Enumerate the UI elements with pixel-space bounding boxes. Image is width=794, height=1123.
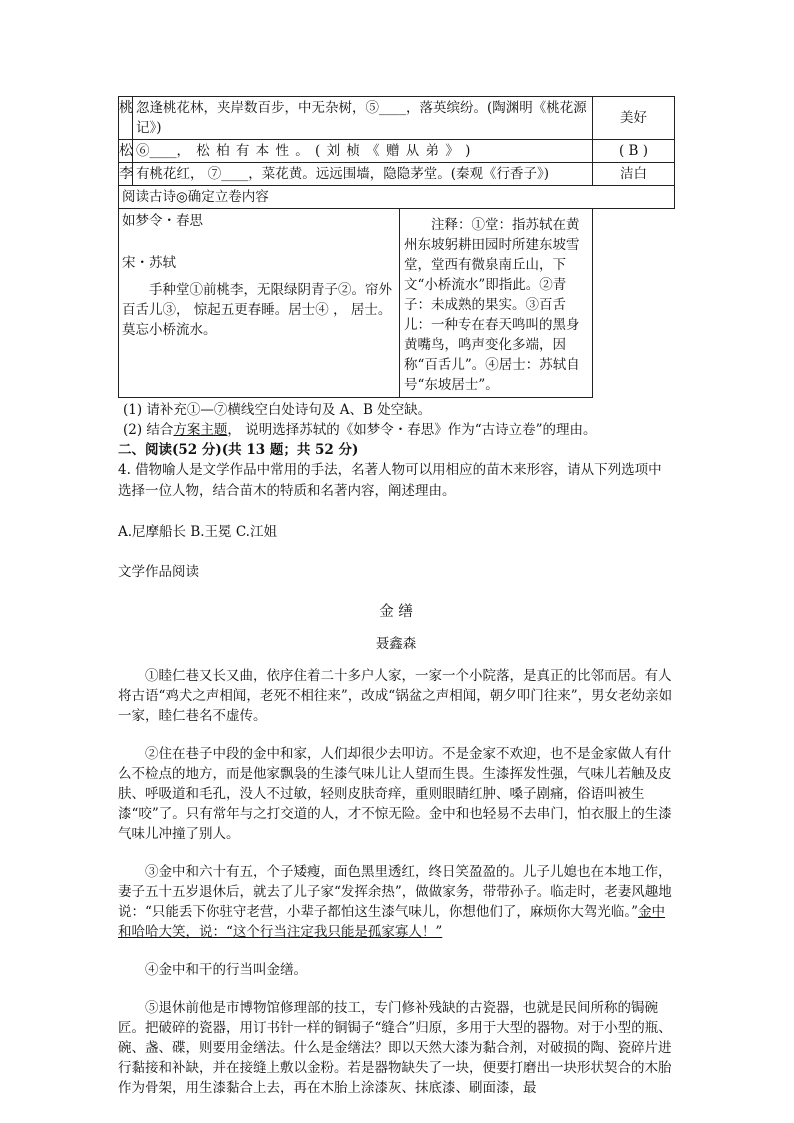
- row-label: 李: [119, 163, 133, 186]
- article-author: 聂鑫森: [375, 636, 417, 652]
- options: A.尼摩船长 B.王冕 C.江姐: [118, 524, 277, 540]
- question-4: 4. 借物喻人是文学作品中常用的手法，名著人物可以用相应的苗木来形容，请从下列选项中选择一位人物，结合苗木的特质和名著内容，阐述理由。: [118, 462, 662, 499]
- table-row: [119, 209, 675, 398]
- paragraph-4: ④金中和干的行当叫金缮。: [145, 962, 307, 978]
- article-title: 金 缮: [379, 604, 413, 620]
- lit-heading: 文学作品阅读: [118, 564, 199, 580]
- poem-notes: 注释：①堂：指苏轼在黄州东坡躬耕田园时所建东坡雪堂，堂西有微泉南丘山，下文“小桥流水”即指此。②青子：未成熟的果实。③百舌儿：一种专在春天鸣叫的黑身黄嘴鸟，鸣声变化多端，因称“百舌儿”。④居士：苏轼自号“东坡居士”。: [404, 217, 580, 393]
- paragraph-3: ③金中和六十有五，个子矮瘦，面色黑里透红，终日笑盈盈的。儿子儿媳也在本地工作，妻子五十五岁退休后，就去了儿子家“发挥余热”，做做家务，带带孙子。临走时，老妻风趣地说：“只能丢下你驻守老营，小辈子都怕这生漆气味儿，你想他们了，麻烦你大驾光临。”金中和哈哈大笑，说：“这个行当注定我只能是孤家寡人！”: [118, 864, 672, 940]
- paragraph-2: ②住在巷子中段的金中和家，人们却很少去叩访。不是金家不欢迎，也不是金家做人有什么不检点的地方，而是他家飘袅的生漆气味儿让人望而生畏。生漆挥发性强，气味儿若触及皮肤、呼吸道和毛孔，没人不过敏，轻则皮肤奇痒，重则眼睛红肿、嗓子剧痛，俗语叫被生漆“咬”了。只有常年与之打交道的人，才不惊无险。金中和也轻易不去串门，怕衣服上的生漆气味儿冲撞了别人。: [118, 746, 672, 842]
- row-text: 有桃花红， ⑦____，菜花黄。远远围墙，隐隐茅堂。(秦观《行香子》): [133, 163, 593, 186]
- section-title: 阅读古诗◎确定立卷内容: [119, 186, 675, 209]
- poem-author: 宋・苏轼: [122, 255, 176, 271]
- underlined-topic: 方案主题: [173, 422, 228, 438]
- row-answer: 洁白: [593, 163, 675, 186]
- row-text: 忽逢桃花林，夹岸数百步，中无杂树，⑤____，落英缤纷。(陶渊明《桃花源记》): [133, 97, 593, 140]
- question-2: (2) 结合方案主题， 说明选择苏轼的《如梦令・春思》作为“古诗立卷”的理由。: [123, 422, 597, 438]
- poem-cell: [119, 209, 593, 398]
- row-answer: ( B ): [593, 140, 675, 163]
- section-2-heading: 二、阅读(52 分)(共 13 题；共 52 分): [118, 442, 359, 458]
- row-label: 桃: [119, 97, 133, 140]
- poem-title: 如梦令・春思: [122, 213, 203, 229]
- poem-text: 手种堂①前桃李，无限绿阴青子②。帘外百舌儿③， 惊起五更春睡。居士④ ， 居士。莫忘小桥流水。: [122, 282, 392, 338]
- table-row: [119, 140, 675, 163]
- row-answer: 美好: [593, 97, 675, 140]
- row-label: 松: [119, 140, 133, 163]
- table-row: [119, 97, 675, 140]
- table-row: [119, 186, 675, 209]
- table-row: [119, 163, 675, 186]
- question-1: (1) 请补充①—⑦横线空白处诗句及 A、B 处空缺。: [123, 402, 432, 418]
- poetry-table: [118, 96, 675, 398]
- row-text: ⑥____， 松 柏 有 本 性 。 ( 刘 桢 《 赠 从 弟 》 ): [133, 140, 593, 163]
- underlined-sentence: 金中和哈哈大笑，说：“这个行当注定我只能是孤家寡人！”: [118, 904, 666, 940]
- page: [118, 96, 674, 1098]
- paragraph-1: ①睦仁巷又长又曲，依序住着二十多户人家，一家一个小院落，是真正的比邻而居。有人将古语“鸡犬之声相闻，老死不相往来”，改成“锅盆之声相闻，朝夕叩门往来”，男女老幼亲如一家，睦仁巷名不虚传。: [118, 668, 673, 724]
- notes-block: [400, 209, 592, 397]
- poem-block: [119, 209, 400, 397]
- paragraph-5: ⑤退休前他是市博物馆修理部的技工，专门修补残缺的古瓷器，也就是民间所称的锔碗匠。把破碎的瓷器，用订书针一样的铜锔子“缝合”归原，多用于大型的器物。对于小型的瓶、碗、盏、碟，则要用金缮法。什么是金缮法？即以天然大漆为黏合剂，对破损的陶、瓷碎片进行黏接和补缺，并在接缝上敷以金粉。若是器物缺失了一块，便要打磨出一块形状契合的木胎作为骨架，用生漆黏合上去，再在木胎上涂漆灰、抹底漆、刷面漆，最: [118, 1000, 672, 1096]
